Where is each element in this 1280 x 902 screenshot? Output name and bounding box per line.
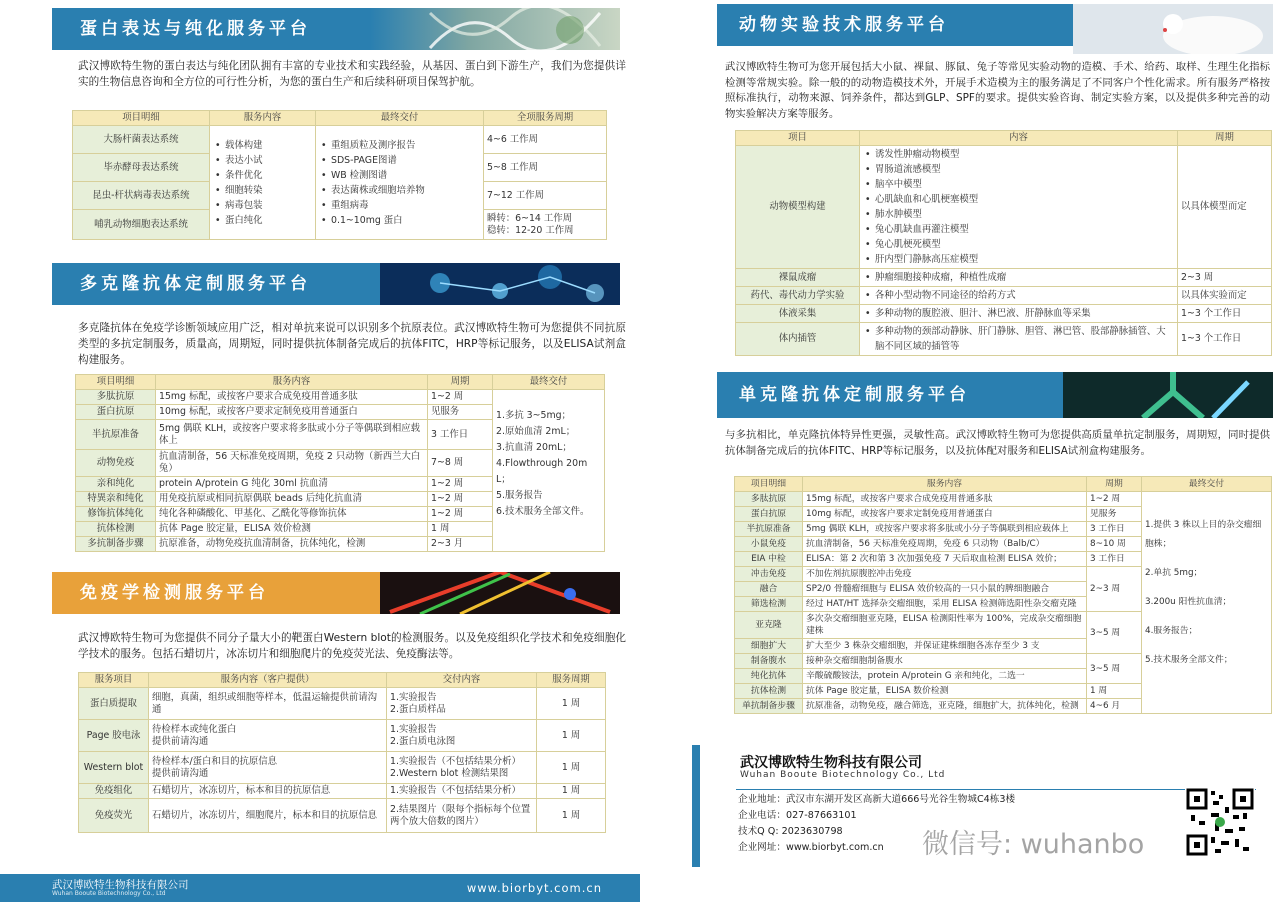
deliver-line: 1.提供 3 株以上目的杂交瘤细胞株； [1145,520,1262,549]
table-cell: 体内插管 [736,323,860,356]
qr-code-icon [1185,787,1255,857]
table-cell: 2~3 周 [1087,567,1142,612]
table-cell: 4~6 月 [1087,699,1142,714]
table-header: 最终交付 [316,111,484,126]
table-cell: 经过 HAT/HT 选择杂交瘤细胞，采用 ELISA 检测筛选阳性杂交瘤克隆 [803,597,1087,612]
table-header: 周期 [428,375,493,390]
table-cell: 1 周 [428,522,493,537]
table-cell: 2.结果图片（限每个指标每个位置两个放大倍数的图片） [387,799,537,833]
table-header: 项目明细 [76,375,156,390]
table-cell: 蛋白质提取 [79,688,149,720]
animal-table [735,130,1272,356]
animal-intro: 武汉博欧特生物可为您开展包括大小鼠、裸鼠、豚鼠、兔子等常见实验动物的造模、手术、给药、取样、生理生化指标检测等常规实验。除一般的的动物造模技术外，开展手术造模为主的服务满足了不同客户个性化需求。所有服务严格按照标准执行，动物来源、饲养条件，都达到GLP、SPF的要求。提供实验咨询、制定实验方案，以及提供多种完善的动物实验解决方案等服务。 [725,61,1270,120]
table-cell: 1~2 周 [1087,492,1142,507]
table-cell: 3~5 周 [1087,654,1142,684]
table-header: 内容 [860,131,1178,146]
table-cell: 8~10 周 [1087,537,1142,552]
protein-intro: 武汉博欧特生物的蛋白表达与纯化团队拥有丰富的专业技术和实践经验，从基因、蛋白到下游生产，我们为您提供详实的生物信息咨询和全方位的可行性分析，为您的蛋白生产和后续科研项目保驾护航。 [78,60,626,88]
list-item: • 病毒包装 [213,198,312,213]
table-cell: 15mg 标配，或按客户要求合成免疫用普通多肽 [803,492,1087,507]
list-item: • 脑卒中模型 [863,177,1174,192]
left-footer [0,874,640,902]
antibody-image [1063,372,1273,418]
protein-section-title: 蛋白表达与纯化服务平台 [80,19,311,39]
table-cell: 7~8 周 [428,450,493,477]
table-cell: 多肽抗原 [76,390,156,405]
list-item: • 载体构建 [213,138,312,153]
deliver-line: 4.Flowthrough 20mL； [496,458,588,485]
table-cell: 融合 [735,582,803,597]
table-cell: 哺乳动物细胞表达系统 [73,210,210,240]
table-cell: Western blot [79,752,149,784]
table-cell: 修饰抗体纯化 [76,507,156,522]
table-cell: 扩大至少 3 株杂交瘤细胞，并保证建株细胞各冻存至少 3 支 [803,639,1087,654]
table-cell: 1.实验报告（不包括结果分析） [387,784,537,799]
table-cell: 体液采集 [736,305,860,323]
table-cell: 半抗原准备 [735,522,803,537]
deliver-cell [316,126,484,240]
table-cell: 5mg 偶联 KLH，或按客户要求将多肽或小分子等偶联到相应载体上 [803,522,1087,537]
table-cell: 石蜡切片，冰冻切片，细胞爬片，标本和目的抗原信息 [149,799,387,833]
polyclonal-table [75,374,605,552]
table-cell: 抗体 Page 胶定量，ELISA 效价检测 [156,522,428,537]
immuno-section-header [52,572,620,614]
table-cell: 抗血清制备，56 天标准免疫周期，免疫 2 只动物（新西兰大白兔） [156,450,428,477]
molecule-image [380,263,620,305]
table-cell: 药代、毒代动力学实验 [736,287,860,305]
list-item: • 0.1~10mg 蛋白 [319,213,480,228]
contact-company: 武汉博欧特生物科技有限公司 [740,755,922,771]
table-cell: 3 工作日 [1087,552,1142,567]
table-header: 项目 [736,131,860,146]
table-cell: SP2/0 骨髓瘤细胞与 ELISA 效价较高的一只小鼠的脾细胞融合 [803,582,1087,597]
table-cell: 5~8 工作周 [484,154,607,182]
table-cell: 筛选检测 [735,597,803,612]
table-cell: 1~2 周 [428,477,493,492]
deliver-line: 3.抗血清 20mL； [496,442,572,453]
table-cell: 单抗制备步骤 [735,699,803,714]
table-cell: 抗体检测 [76,522,156,537]
table-cell: 见服务 [1087,507,1142,522]
table-cell: 冲击免疫 [735,567,803,582]
deliver-cell [493,390,605,552]
table-cell: 3~5 周 [1087,612,1142,654]
table-header: 服务内容 [803,477,1087,492]
table-cell: 辛酸硫酸铵法，protein A/protein G 亲和纯化，二选一 [803,669,1087,684]
table-cell [484,210,607,240]
table-cell: 1~3 个工作日 [1178,323,1272,356]
list-item: • 兔心肌梗死模型 [863,237,1174,252]
table-cell: 制备腹水 [735,654,803,669]
table-cell: 半抗原准备 [76,420,156,450]
list-item: • WB 检测图谱 [319,168,480,183]
table-cell: 纯化抗体 [735,669,803,684]
wechat-watermark: 微信号: wuhanbo [922,829,1145,860]
table-cell: ELISA：第 2 次和第 3 次加强免疫 7 天后取血检测 ELISA 效价； [803,552,1087,567]
table-header: 服务周期 [537,673,606,688]
table-cell: 抗血清制备，56 天标准免疫周期，免疫 6 只动物（Balb/C） [803,537,1087,552]
table-cell: 1 周 [537,784,606,799]
table-cell: 1~3 个工作日 [1178,305,1272,323]
table-cell: 抗原准备，动物免疫，融合筛选，亚克隆，细胞扩大，抗体纯化，检测 [803,699,1087,714]
table-cell: protein A/protein G 纯化 30ml 抗血清 [156,477,428,492]
table-cell: 用免疫抗原或相同抗原偶联 beads 后纯化抗血清 [156,492,428,507]
list-item: • 重组病毒 [319,198,480,213]
table-cell: 免疫组化 [79,784,149,799]
table-cell: 见服务 [428,405,493,420]
immuno-section-title: 免疫学检测服务平台 [80,583,269,603]
deliver-line: 5.技术服务全部文件； [1145,655,1233,665]
table-cell: 10mg 标配，或按客户要求定制免疫用普通蛋白 [156,405,428,420]
footer-url[interactable]: www.biorbyt.com.cn [466,881,602,895]
table-cell: 小鼠免疫 [735,537,803,552]
table-cell: 毕赤酵母表达系统 [73,154,210,182]
table-header: 项目明细 [735,477,803,492]
list-item: • 表达菌株或细胞培养物 [319,183,480,198]
table-header: 周期 [1087,477,1142,492]
table-cell: 1~2 周 [428,390,493,405]
deliver-cell [1142,492,1272,714]
table-cell: 抗原准备，动物免疫抗血清制备，抗体纯化，检测 [156,537,428,552]
table-cell: 亲和纯化 [76,477,156,492]
immuno-intro: 武汉博欧特生物可为您提供不同分子量大小的靶蛋白Western blot的检测服务。以及免疫组织化学技术和免疫细胞化学技术的服务。包括石蜡切片，冰冻切片和细胞爬片的免疫荧光法、免疫酶法等。 [78,632,626,660]
deliver-line: 3.200u 阳性抗血清； [1145,597,1232,607]
table-cell: 特異亲和纯化 [76,492,156,507]
services-cell [210,126,316,240]
dna-helix-image [370,8,620,50]
monoclonal-table [734,476,1272,714]
deliver-line: 6.技术服务全部文件。 [496,506,590,517]
table-cell: 抗体 Page 胶定量，ELISA 数价检测 [803,684,1087,699]
table-cell: 3 工作日 [1087,522,1142,537]
contact-website[interactable]: 企业网址：www.biorbyt.com.cn [738,842,884,853]
models-cell [860,146,1178,269]
table-cell: 1~2 周 [428,507,493,522]
cycle-line: 稳转：12-20 工作周 [487,224,574,236]
animal-section-header [717,4,1273,46]
list-item: • 多种动物的腹腔液、胆汁、淋巴液、肝静脉血等采集 [863,306,1174,321]
table-cell: 1.实验报告 2.蛋白质电泳图 [387,720,537,752]
list-item: • 肺水肿模型 [863,207,1174,222]
table-cell: 1.实验报告（不包括结果分析） 2.Western blot 检测结果图 [387,752,537,784]
cell-image [380,572,620,614]
immuno-table [78,672,606,833]
table-cell: Page 胶电泳 [79,720,149,752]
table-cell: 7~12 工作周 [484,182,607,210]
table-cell: 10mg 标配，或按客户要求定制免疫用普通蛋白 [803,507,1087,522]
table-cell: 1~2 周 [428,492,493,507]
contact-qq: 技术Q Q: 2023630798 [738,826,843,837]
table-cell: 5mg 偶联 KLH，或按客户要求将多肽或小分子等偶联到相应载体上 [156,420,428,450]
table-cell: 待检样本或纯化蛋白 提供前请沟通 [149,720,387,752]
table-cell: 1 周 [1087,684,1142,699]
contact-company-en: Wuhan Booute Biotechnology Co., Ltd [740,770,946,780]
protein-section-header [52,8,620,50]
list-item: • 蛋白纯化 [213,213,312,228]
footer-company-en: Wuhan Booute Biotechnology Co., Ltd [52,890,166,897]
list-item: • 细胞转染 [213,183,312,198]
table-header: 服务内容 [210,111,316,126]
table-cell: 昆虫-杆状病毒表达系统 [73,182,210,210]
table-header: 服务项目 [79,673,149,688]
table-cell: 多肽抗原 [735,492,803,507]
table-cell: 1 周 [537,720,606,752]
right-page [640,0,1280,902]
list-item: • 肝内型门静脉高压症模型 [863,252,1174,267]
list-item: • 肿瘤细胞接种成瘤，种植性成瘤 [863,270,1174,285]
table-cell: 4~6 工作周 [484,126,607,154]
table-cell: 细胞扩大 [735,639,803,654]
footer-company: 武汉博欧特生物科技有限公司 [52,879,189,891]
table-header: 服务内容 [156,375,428,390]
table-cell: 1.实验报告 2.蛋白质样品 [387,688,537,720]
table-cell [860,323,1178,356]
deliver-line: 1.多抗 3~5mg； [496,410,571,421]
table-cell: 不加佐剂抗原腹腔冲击免疫 [803,567,1087,582]
polyclonal-section-title: 多克隆抗体定制服务平台 [80,274,311,294]
deliver-line: 2.单抗 5mg； [1145,568,1203,578]
table-cell: 抗体检测 [735,684,803,699]
list-item: • 表达小试 [213,153,312,168]
table-header: 全项服务周期 [484,111,607,126]
table-cell: 裸鼠成瘤 [736,269,860,287]
mouse-image [1073,4,1273,54]
list-item: • 心肌缺血和心肌梗塞模型 [863,192,1174,207]
table-header: 周期 [1178,131,1272,146]
table-cell: 亚克隆 [735,612,803,639]
list-item: • 重组质粒及测序报告 [319,138,480,153]
monoclonal-section-header [717,372,1273,418]
cycle-line: 瞬转：6~14 工作周 [487,212,572,224]
table-header: 最终交付 [493,375,605,390]
list-item: • SDS-PAGE图谱 [319,153,480,168]
animal-section-title: 动物实验技术服务平台 [739,15,949,35]
table-cell: 大肠杆菌表达系统 [73,126,210,154]
table-cell: EIA 中检 [735,552,803,567]
table-cell [860,287,1178,305]
table-cell: 接种杂交瘤细胞制备腹水 [803,654,1087,669]
table-cell: 1 周 [537,688,606,720]
table-header: 服务内容（客户提供） [149,673,387,688]
table-header: 最终交付 [1142,477,1272,492]
list-item: • 各种小型动物不同途径的给药方式 [863,288,1174,303]
table-cell: 3 工作日 [428,420,493,450]
table-cell: 1 周 [537,799,606,833]
table-cell: 2~3 周 [1178,269,1272,287]
table-cell: 15mg 标配，或按客户要求合成免疫用普通多肽 [156,390,428,405]
deliver-line: 2.原始血清 2mL； [496,426,576,437]
list-item: • 兔心肌缺血再灌注模型 [863,222,1174,237]
deliver-line: 4.服务报告； [1145,626,1198,636]
table-cell: 免疫荧光 [79,799,149,833]
table-cell: 以具体实验而定 [1178,287,1272,305]
table-cell: 细胞，真菌，组织或细胞等样本，低温运输提供前请沟通 [149,688,387,720]
table-cell: 蛋白抗原 [735,507,803,522]
table-cell: 2~3 月 [428,537,493,552]
monoclonal-intro: 与多抗相比，单克隆抗体特异性更强，灵敏性高。武汉博欧特生物可为您提供高质量单抗定制服务，周期短，同时提供抗体制备完成后的抗体FITC、HRP等标记服务，以及抗体配对服务和ELISA试剂盒构建服务。 [725,429,1270,457]
list-item: • 胃肠道流感模型 [863,162,1174,177]
table-cell: 石蜡切片，冰冻切片，标本和目的抗原信息 [149,784,387,799]
list-item: • 诱发性肿瘤动物模型 [863,147,1174,162]
table-cell [860,269,1178,287]
monoclonal-section-title: 单克隆抗体定制服务平台 [739,385,970,405]
deliver-line: 5.服务报告 [496,490,543,501]
table-header: 交付内容 [387,673,537,688]
table-cell: 动物免疫 [76,450,156,477]
table-cell: 多抗制备步骤 [76,537,156,552]
table-cell: 以具体模型而定 [1178,146,1272,269]
list-item: • 多种动物的颈部动静脉、肝门静脉、胆管、淋巴管、股部静脉插管、大脑不同区域的插管等 [863,324,1174,354]
table-header: 项目明细 [73,111,210,126]
contact-address: 企业地址：武汉市东湖开发区高新大道666号光谷生物城C4栋3楼 [738,794,1016,805]
list-item: • 条件优化 [213,168,312,183]
table-cell: 纯化各种磷酸化、甲基化、乙酰化等修饰抗体 [156,507,428,522]
contact-phone: 企业电话：027-87663101 [738,810,857,821]
table-cell: 1 周 [537,752,606,784]
polyclonal-intro: 多克隆抗体在免疫学诊断领域应用广泛，相对单抗来说可以识别多个抗原表位。武汉博欧特生物可为您提供不同抗原类型的多抗定制服务，质量高，周期短，同时提供抗体制备完成后的抗体FITC，HRP等标记服务，以及ELISA试剂盒构建服务。 [78,322,626,366]
table-cell: 多次杂交瘤细胞亚克隆，ELISA 检测阳性率为 100%，完成杂交瘤细胞建株 [803,612,1087,639]
table-cell: 待检样本/蛋白和目的抗原信息 提供前请沟通 [149,752,387,784]
contact-divider [736,789,1256,790]
polyclonal-section-header [52,263,620,305]
table-cell: 蛋白抗原 [76,405,156,420]
protein-table [72,110,607,240]
table-cell [860,305,1178,323]
contact-accent-bar [692,745,700,867]
table-cell: 动物模型构建 [736,146,860,269]
